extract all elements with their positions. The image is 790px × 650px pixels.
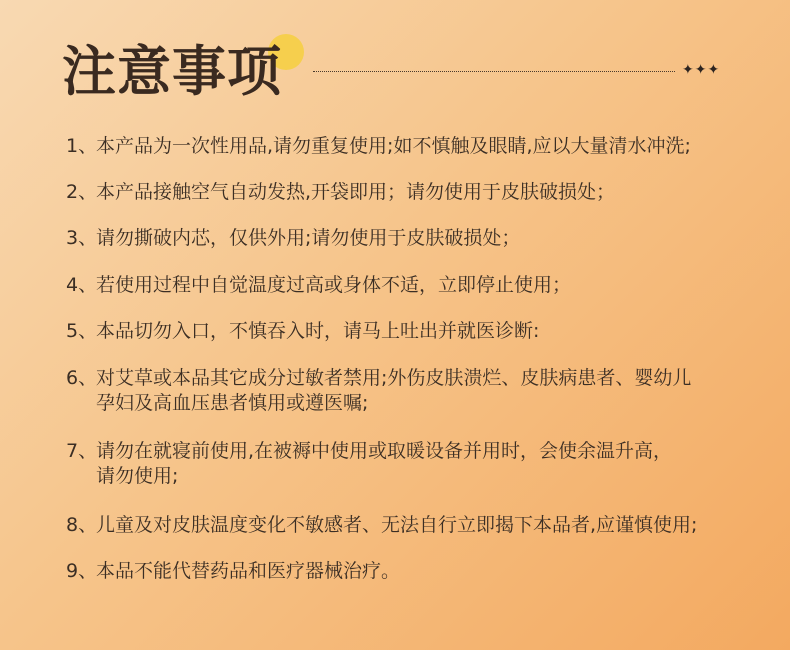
- item-number: 4、: [66, 274, 98, 296]
- list-item: [66, 439, 672, 489]
- item-text: 儿童及对皮肤温度变化不敏感者、无法自行立即揭下本品者,应谨慎使用;: [96, 514, 698, 536]
- item-text: 本产品为一次性用品,请勿重复使用;如不慎触及眼睛,应以大量清水冲洗;: [96, 135, 691, 157]
- page-title: 注意事项: [62, 40, 282, 103]
- title-dotted-divider: [313, 71, 675, 72]
- item-number: 5、: [66, 320, 98, 342]
- item-text: 本品不能代替药品和医疗器械治疗。: [96, 560, 401, 582]
- list-item: [66, 180, 615, 205]
- list-item: [66, 513, 697, 538]
- item-text: 请勿在就寝前使用,在被褥中使用或取暖设备并用时，会使余温升高，: [96, 440, 673, 462]
- item-text: 若使用过程中自觉温度过高或身体不适，立即停止使用；: [96, 274, 572, 296]
- item-number: 6、: [66, 367, 98, 389]
- sparkle-icon: ✦✦✦: [682, 62, 721, 78]
- item-text-continued: 请勿使用;: [96, 465, 179, 487]
- item-text: 本品切勿入口，不慎吞入时，请马上吐出并就医诊断:: [96, 320, 540, 342]
- list-item: [66, 319, 539, 344]
- item-number: 7、: [66, 440, 98, 462]
- item-text: 本产品接触空气自动发热,开袋即用；请勿使用于皮肤破损处；: [96, 181, 616, 203]
- item-number: 8、: [66, 514, 98, 536]
- item-text: 请勿撕破内芯，仅供外用;请勿使用于皮肤破损处；: [96, 227, 521, 249]
- item-number: 3、: [66, 227, 98, 249]
- title-block: [62, 32, 282, 112]
- list-item: [66, 273, 571, 298]
- item-number: 2、: [66, 181, 98, 203]
- list-item: [66, 366, 691, 416]
- item-number: 9、: [66, 560, 98, 582]
- item-text-continued: 孕妇及高血压患者慎用或遵医嘱;: [96, 392, 369, 414]
- item-text: 对艾草或本品其它成分过敏者禁用;外伤皮肤溃烂、皮肤病患者、婴幼儿: [96, 367, 692, 389]
- list-item: [66, 559, 400, 584]
- list-item: [66, 134, 691, 159]
- list-item: [66, 226, 520, 251]
- item-number: 1、: [66, 135, 98, 157]
